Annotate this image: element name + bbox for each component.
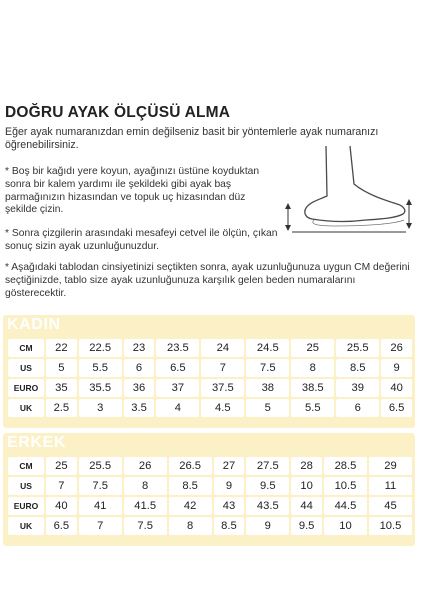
size-cell: 40 <box>381 379 412 397</box>
size-cell: 7 <box>201 359 244 377</box>
size-cell: 37.5 <box>201 379 244 397</box>
size-cell: 5.5 <box>291 399 334 417</box>
size-cell: 6.5 <box>156 359 199 377</box>
size-cell: 11 <box>369 477 412 495</box>
kadin-table <box>6 337 414 419</box>
size-cell: 5 <box>246 399 289 417</box>
size-cell: 27.5 <box>246 457 289 475</box>
page-title: DOĞRU AYAK ÖLÇÜSÜ ALMA <box>5 104 231 121</box>
size-cell: 8 <box>124 477 167 495</box>
size-cell: 26 <box>124 457 167 475</box>
size-cell: 25.5 <box>79 457 122 475</box>
size-cell: 43 <box>214 497 245 515</box>
table-row <box>8 359 412 377</box>
size-cell: 8.5 <box>336 359 379 377</box>
table-row <box>8 517 412 535</box>
size-cell: 7.5 <box>246 359 289 377</box>
size-cell: 6.5 <box>381 399 412 417</box>
size-cell: 26 <box>381 339 412 357</box>
size-cell: 9.5 <box>246 477 289 495</box>
size-cell: 28 <box>291 457 322 475</box>
instruction-step-2: * Sonra çizgilerin arasındaki mesafeyi cetvel ile ölçün, çıkan sonuç sizin ayak uzunluğunuzdur. <box>5 228 278 252</box>
table-row <box>8 497 412 515</box>
size-cell: 10.5 <box>369 517 412 535</box>
size-cell: 25.5 <box>336 339 379 357</box>
size-cell: 25 <box>46 457 77 475</box>
size-cell: 22.5 <box>79 339 122 357</box>
size-cell: 7.5 <box>124 517 167 535</box>
size-cell: 25 <box>291 339 334 357</box>
size-cell: 4.5 <box>201 399 244 417</box>
row-header: US <box>8 477 44 495</box>
size-cell: 8 <box>291 359 334 377</box>
table-row <box>8 379 412 397</box>
size-cell: 3 <box>79 399 122 417</box>
size-cell: 24 <box>201 339 244 357</box>
table-row <box>8 399 412 417</box>
instruction-step-1: * Boş bir kağıdı yere koyun, ayağınızı üstüne koyduktan sonra bir kalem yardımı ile şekildeki gibi ayak baş parmağınızın hizasından ve topuk uç hizasından düz şekilde çizin. <box>5 166 260 216</box>
size-cell: 22 <box>46 339 77 357</box>
size-cell: 7 <box>46 477 77 495</box>
row-header: CM <box>8 339 44 357</box>
size-cell: 23.5 <box>156 339 199 357</box>
erkek-label: ERKEK <box>7 434 67 451</box>
size-cell: 35 <box>46 379 77 397</box>
size-cell: 44 <box>291 497 322 515</box>
size-cell: 42 <box>169 497 212 515</box>
size-cell: 2.5 <box>46 399 77 417</box>
size-cell: 4 <box>156 399 199 417</box>
size-cell: 27 <box>214 457 245 475</box>
size-cell: 44.5 <box>324 497 367 515</box>
size-cell: 10 <box>291 477 322 495</box>
size-cell: 24.5 <box>246 339 289 357</box>
size-cell: 38.5 <box>291 379 334 397</box>
table-row <box>8 457 412 475</box>
table-row <box>8 477 412 495</box>
size-cell: 8.5 <box>169 477 212 495</box>
size-cell: 9 <box>246 517 289 535</box>
instruction-step-3: * Aşağıdaki tablodan cinsiyetinizi seçtikten sonra, ayak uzunluğunuza uygun CM değerini seçtiğinizde, tablo size ayak uzunluğunuza karşılık gelen beden numaralarını gösterecektir. <box>5 262 410 299</box>
row-header: EURO <box>8 379 44 397</box>
size-cell: 3.5 <box>124 399 155 417</box>
size-cell: 8 <box>169 517 212 535</box>
size-cell: 39 <box>336 379 379 397</box>
kadin-size-table <box>3 315 415 428</box>
row-header: EURO <box>8 497 44 515</box>
size-cell: 26.5 <box>169 457 212 475</box>
size-cell: 9 <box>214 477 245 495</box>
size-cell: 7 <box>79 517 122 535</box>
size-cell: 6 <box>124 359 155 377</box>
size-cell: 8.5 <box>214 517 245 535</box>
size-cell: 5.5 <box>79 359 122 377</box>
size-cell: 10 <box>324 517 367 535</box>
size-cell: 28.5 <box>324 457 367 475</box>
size-cell: 6.5 <box>46 517 77 535</box>
size-cell: 40 <box>46 497 77 515</box>
foot-illustration-icon <box>276 140 418 238</box>
size-cell: 23 <box>124 339 155 357</box>
kadin-label: KADIN <box>7 316 61 333</box>
row-header: CM <box>8 457 44 475</box>
size-cell: 45 <box>369 497 412 515</box>
table-row <box>8 339 412 357</box>
row-header: UK <box>8 517 44 535</box>
size-cell: 6 <box>336 399 379 417</box>
size-cell: 10.5 <box>324 477 367 495</box>
size-cell: 41.5 <box>124 497 167 515</box>
size-cell: 9.5 <box>291 517 322 535</box>
size-cell: 9 <box>381 359 412 377</box>
size-cell: 38 <box>246 379 289 397</box>
erkek-table <box>6 455 414 537</box>
size-cell: 7.5 <box>79 477 122 495</box>
row-header: UK <box>8 399 44 417</box>
row-header: US <box>8 359 44 377</box>
size-cell: 29 <box>369 457 412 475</box>
erkek-size-table <box>3 433 415 546</box>
size-cell: 41 <box>79 497 122 515</box>
size-cell: 35.5 <box>79 379 122 397</box>
intro-text: Eğer ayak numaranızdan emin değilseniz basit bir yöntemlerle ayak numaranızı öğrenebilirsiniz. <box>5 126 379 151</box>
size-cell: 43.5 <box>246 497 289 515</box>
size-cell: 36 <box>124 379 155 397</box>
size-cell: 37 <box>156 379 199 397</box>
size-cell: 5 <box>46 359 77 377</box>
